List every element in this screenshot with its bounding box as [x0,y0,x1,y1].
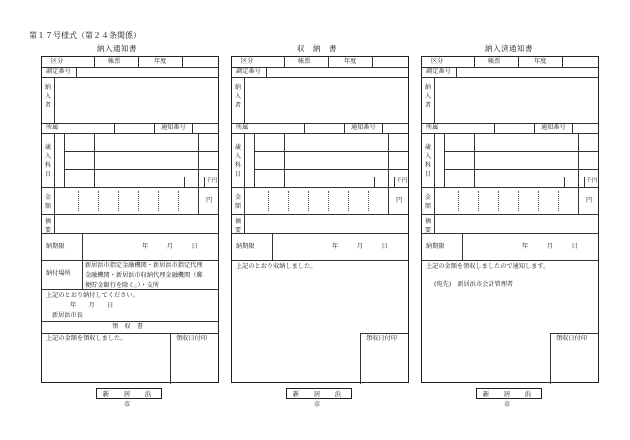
middle-label-deadline: 納期限 [236,243,255,250]
right-label-chotei: 調定番号 [426,68,451,75]
right-label-chobo: 帳票 [488,58,501,65]
middle-label-revenue: 歳入科目 [234,144,241,178]
middle-label-nendo: 年度 [344,58,357,65]
middle-city-stamp: 新 居 浜 市 [286,388,352,399]
left-stamp-label: 領収日付印 [176,335,207,342]
right-label-tekiyo: 摘要 [424,218,431,234]
middle-label-tekiyo: 摘要 [234,218,241,234]
left-label-place: 納付場所 [46,270,71,277]
form-header: 第１７号様式（第２４条関係） [29,31,141,40]
right-title: 納入済通知書 [485,44,533,53]
left-label-amount: 金額 [44,194,51,210]
left-label-chotei: 調定番号 [46,68,71,75]
middle-receipt-text: 上記のとおり収納しました。 [236,263,317,270]
left-label-shozoku: 所属 [46,124,59,131]
left-label-tsuchi: 通知番号 [161,124,186,131]
left-receipt-text: 上記の金額を領収しました。 [46,335,127,342]
middle-label-tsuchi: 通知番号 [351,124,376,131]
right-label-deadline: 納期限 [426,243,445,250]
right-city-stamp: 新 居 浜 市 [476,388,542,399]
right-label-payer: 納入者 [424,84,431,109]
left-place-line-2: 金融機関・新居浜市収納代理金融機関（郵 [85,272,203,279]
left-notice-date: 年 月 日 [70,302,114,309]
left-mayor: 新居浜市長 [52,312,83,319]
left-label-chobo: 帳票 [108,58,121,65]
right-label-kubun: 区分 [431,58,444,65]
left-label-revenue: 歳入科目 [44,144,51,178]
middle-label-yen: 円 [396,197,403,204]
middle-label-kubun: 区分 [241,58,254,65]
middle-title: 収 納 書 [297,44,337,53]
left-receipt-title: 領 収 書 [112,323,143,330]
left-label-yen: 円 [206,197,213,204]
middle-label-sen: 千円 [396,178,408,184]
left-label-nendo: 年度 [154,58,167,65]
right-label-revenue: 歳入科目 [424,144,431,178]
middle-label-shozoku: 所属 [236,124,249,131]
middle-label-chotei: 調定番号 [236,68,261,75]
middle-panel [231,56,409,383]
right-label-sen: 千円 [586,178,598,184]
middle-label-amount: 金額 [234,194,241,210]
right-label-tsuchi: 通知番号 [541,124,566,131]
right-label-nendo: 年度 [534,58,547,65]
right-label-yen: 円 [586,197,593,204]
left-place-line-3: 便貯金銀行を除く。）・支所 [85,282,160,289]
right-notice-text: 上記の金額を領収しましたので通知します。 [426,263,550,270]
right-deadline-date: 年 月 日 [522,243,578,250]
left-notice-line: 上記のとおり納付してください。 [46,292,139,299]
left-city-stamp: 新 居 浜 市 [96,388,162,399]
left-label-sen: 千円 [206,178,218,184]
right-addressee: (宛先) 新居浜市会計管理者 [434,281,514,288]
middle-label-payer: 納入者 [234,84,241,109]
middle-stamp-label: 領収日付印 [366,335,397,342]
middle-deadline-date: 年 月 日 [332,243,388,250]
left-place-line-1: 新居浜市指定金融機関・新居浜市指定代理 [85,262,203,269]
left-title: 納入通知書 [97,44,137,53]
left-label-payer: 納入者 [44,84,51,109]
right-label-shozoku: 所属 [426,124,439,131]
left-label-tekiyo: 摘要 [44,218,51,234]
left-label-deadline: 納期限 [46,243,65,250]
right-label-amount: 金額 [424,194,431,210]
right-stamp-label: 領収日付印 [556,335,587,342]
left-label-kubun: 区分 [51,58,64,65]
left-panel [41,56,219,383]
right-panel [421,56,599,383]
left-deadline-date: 年 月 日 [142,243,198,250]
middle-label-chobo: 帳票 [298,58,311,65]
